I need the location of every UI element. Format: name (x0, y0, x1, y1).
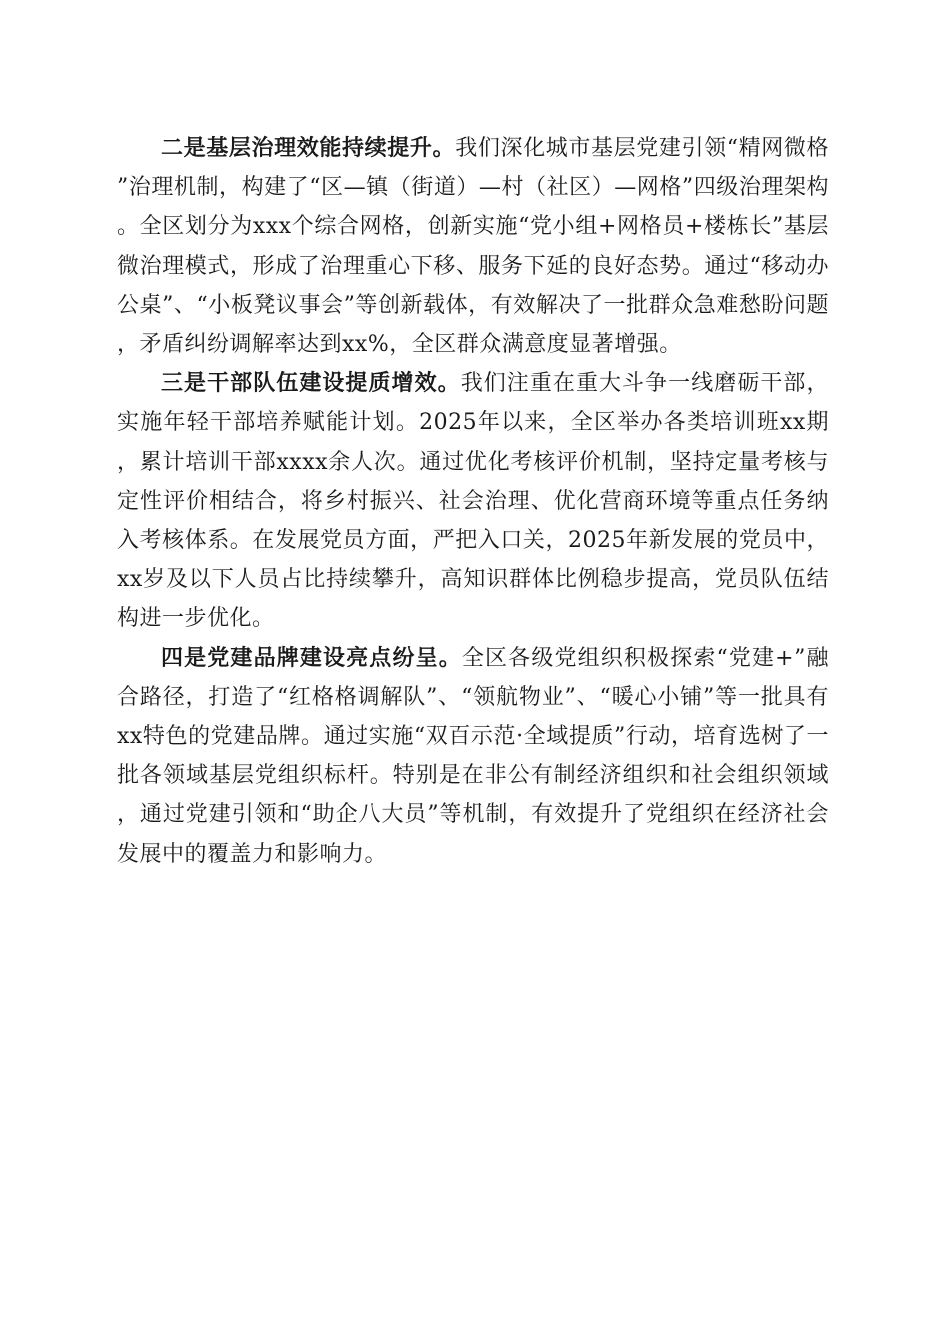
document-body (117, 129, 829, 874)
paragraph-text: 我们注重在重大斗争一线磨砺干部，实施年轻干部培养赋能计划。2025年以来，全区举办各类培训班xx期，累计培训干部xxxx余人次。通过优化考核评价机制，坚持定量考核与定性评价相结合，将乡村振兴、社会治理、优化营商环境等重点任务纳入考核体系。在发展党员方面，严把入口关，2025年新发展的党员中，xx岁及以下人员占比持续攀升，高知识群体比例稳步提高，党员队伍结构进一步优化。 (117, 371, 829, 632)
paragraph-cadre-team (117, 364, 829, 638)
paragraph-lead: 四是党建品牌建设亮点纷呈。 (161, 644, 462, 671)
paragraph-lead: 二是基层治理效能持续提升。 (161, 135, 456, 161)
paragraph-text: 我们深化城市基层党建引领“精网微格”治理机制，构建了“区—镇（街道）—村（社区）—网格”四级治理架构。全区划分为xxx个综合网格，创新实施“党小组+网格员+楼栋长”基层微治理模式，形成了治理重心下移、服务下延的良好态势。通过“移动办公桌”、“小板凳议事会”等创新载体，有效解决了一批群众急难愁盼问题，矛盾纠纷调解率达到xx%，全区群众满意度显著增强。 (117, 136, 829, 358)
paragraph-grassroots-governance (117, 129, 829, 364)
paragraph-party-brand (117, 639, 829, 874)
paragraph-text: 全区各级党组织积极探索“党建+”融合路径，打造了“红格格调解队”、“领航物业”、“暖心小铺”等一批具有xx特色的党建品牌。通过实施“双百示范·全域提质”行动，培育选树了一批各领域基层党组织标杆。特别是在非公有制经济组织和社会组织领域，通过党建引领和“助企八大员”等机制，有效提升了党组织在经济社会发展中的覆盖力和影响力。 (117, 645, 829, 867)
paragraph-lead: 三是干部队伍建设提质增效。 (161, 370, 461, 397)
